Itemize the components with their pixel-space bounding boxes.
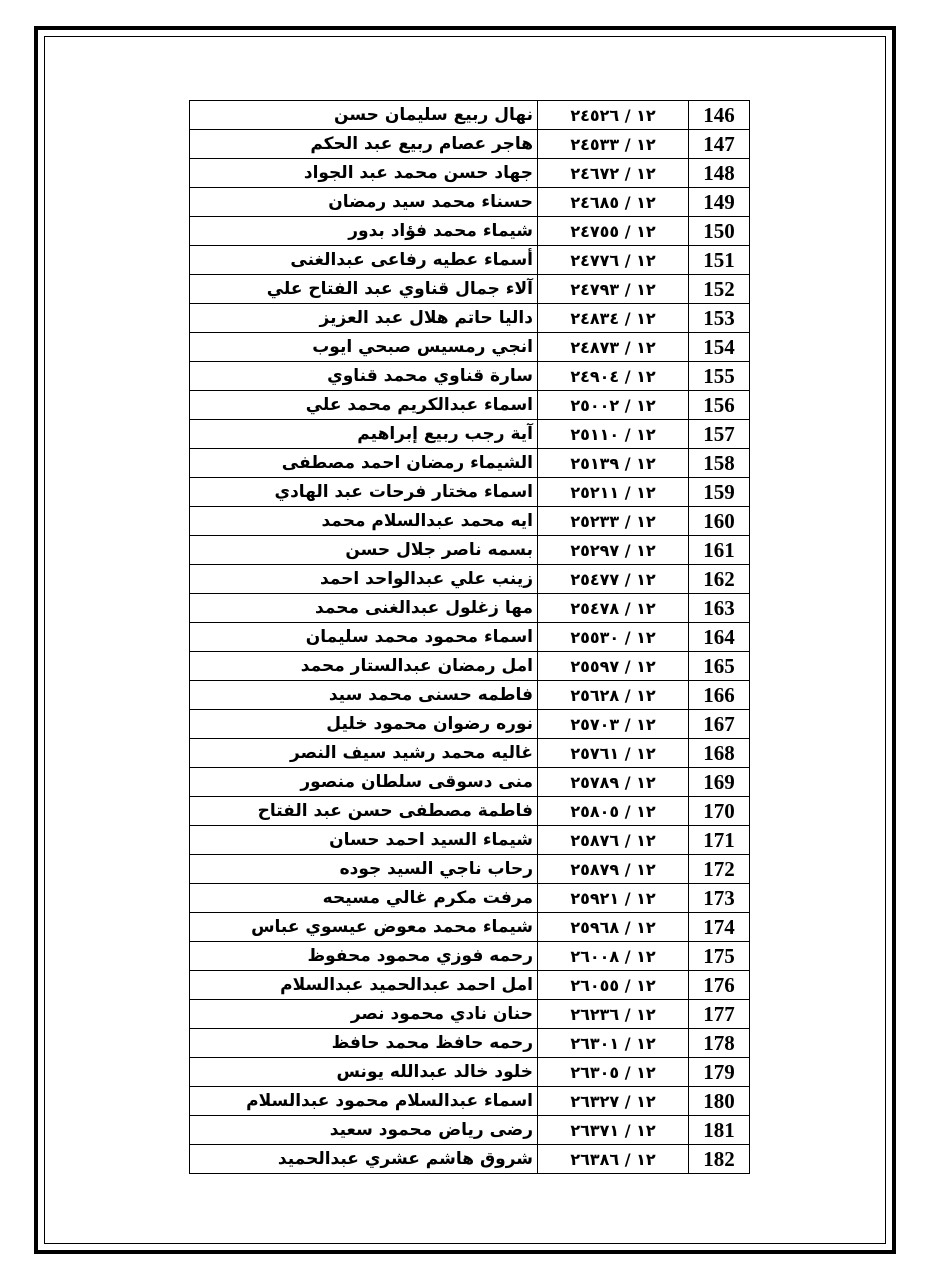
row-number-cell: 165 xyxy=(689,652,750,681)
name-cell: شيماء السيد احمد حسان xyxy=(190,826,538,855)
name-cell: شيماء محمد فؤاد بدور xyxy=(190,217,538,246)
code-cell: ١٢ / ٢٥٨٠٥ xyxy=(538,797,689,826)
row-number-cell: 175 xyxy=(689,942,750,971)
row-number-cell: 171 xyxy=(689,826,750,855)
table-row xyxy=(190,826,750,855)
table-row xyxy=(190,797,750,826)
code-cell: ١٢ / ٢٤٩٠٤ xyxy=(538,362,689,391)
row-number-cell: 181 xyxy=(689,1116,750,1145)
code-cell: ١٢ / ٢٤٧٩٣ xyxy=(538,275,689,304)
table-row xyxy=(190,478,750,507)
row-number-cell: 156 xyxy=(689,391,750,420)
row-number-cell: 169 xyxy=(689,768,750,797)
table-row xyxy=(190,971,750,1000)
row-number-cell: 146 xyxy=(689,101,750,130)
code-cell: ١٢ / ٢٦٣٢٧ xyxy=(538,1087,689,1116)
name-cell: مرفت مكرم غالي مسيحه xyxy=(190,884,538,913)
table-row xyxy=(190,913,750,942)
code-cell: ١٢ / ٢٥١١٠ xyxy=(538,420,689,449)
code-cell: ١٢ / ٢٦٣٧١ xyxy=(538,1116,689,1145)
table-row xyxy=(190,623,750,652)
name-cell: زينب علي عبدالواحد احمد xyxy=(190,565,538,594)
code-cell: ١٢ / ٢٥٢٩٧ xyxy=(538,536,689,565)
row-number-cell: 178 xyxy=(689,1029,750,1058)
name-cell: اسماء عبدالسلام محمود عبدالسلام xyxy=(190,1087,538,1116)
code-cell: ١٢ / ٢٥٤٧٧ xyxy=(538,565,689,594)
table-row xyxy=(190,1000,750,1029)
name-cell: شيماء محمد معوض عيسوي عباس xyxy=(190,913,538,942)
code-cell: ١٢ / ٢٥١٣٩ xyxy=(538,449,689,478)
code-cell: ١٢ / ٢٥٢٣٣ xyxy=(538,507,689,536)
name-cell: داليا حاتم هلال عبد العزيز xyxy=(190,304,538,333)
code-cell: ١٢ / ٢٥٧٦١ xyxy=(538,739,689,768)
name-cell: آلاء جمال قناوي عبد الفتاح علي xyxy=(190,275,538,304)
code-cell: ١٢ / ٢٥٧٨٩ xyxy=(538,768,689,797)
code-cell: ١٢ / ٢٥٦٢٨ xyxy=(538,681,689,710)
name-cell: آية رجب ربيع إبراهيم xyxy=(190,420,538,449)
row-number-cell: 182 xyxy=(689,1145,750,1174)
row-number-cell: 153 xyxy=(689,304,750,333)
code-cell: ١٢ / ٢٥٧٠٣ xyxy=(538,710,689,739)
table-row xyxy=(190,855,750,884)
table-row xyxy=(190,536,750,565)
row-number-cell: 176 xyxy=(689,971,750,1000)
row-number-cell: 150 xyxy=(689,217,750,246)
row-number-cell: 161 xyxy=(689,536,750,565)
row-number-cell: 148 xyxy=(689,159,750,188)
code-cell: ١٢ / ٢٥٥٣٠ xyxy=(538,623,689,652)
table-row xyxy=(190,275,750,304)
name-cell: مها زغلول عبدالغنى محمد xyxy=(190,594,538,623)
name-cell: منى دسوقى سلطان منصور xyxy=(190,768,538,797)
table-row xyxy=(190,884,750,913)
name-cell: نهال ربيع سليمان حسن xyxy=(190,101,538,130)
row-number-cell: 149 xyxy=(689,188,750,217)
table-row xyxy=(190,449,750,478)
name-cell: انجي رمسيس صبحي ايوب xyxy=(190,333,538,362)
table-row xyxy=(190,1087,750,1116)
name-cell: سارة قناوي محمد قناوي xyxy=(190,362,538,391)
row-number-cell: 170 xyxy=(689,797,750,826)
name-cell: رحمه حافظ محمد حافظ xyxy=(190,1029,538,1058)
table-row xyxy=(190,681,750,710)
row-number-cell: 179 xyxy=(689,1058,750,1087)
name-cell: الشيماء رمضان احمد مصطفى xyxy=(190,449,538,478)
name-cell: حنان نادي محمود نصر xyxy=(190,1000,538,1029)
name-cell: ايه محمد عبدالسلام محمد xyxy=(190,507,538,536)
row-number-cell: 172 xyxy=(689,855,750,884)
row-number-cell: 173 xyxy=(689,884,750,913)
table-row xyxy=(190,1116,750,1145)
row-number-cell: 163 xyxy=(689,594,750,623)
row-number-cell: 180 xyxy=(689,1087,750,1116)
table-row xyxy=(190,594,750,623)
row-number-cell: 158 xyxy=(689,449,750,478)
code-cell: ١٢ / ٢٦٣٠١ xyxy=(538,1029,689,1058)
code-cell: ١٢ / ٢٤٧٧٦ xyxy=(538,246,689,275)
code-cell: ١٢ / ٢٤٨٧٣ xyxy=(538,333,689,362)
name-cell: امل احمد عبدالحميد عبدالسلام xyxy=(190,971,538,1000)
name-cell: بسمه ناصر جلال حسن xyxy=(190,536,538,565)
table-row xyxy=(190,565,750,594)
code-cell: ١٢ / ٢٥٥٩٧ xyxy=(538,652,689,681)
name-cell: اسماء عبدالكريم محمد علي xyxy=(190,391,538,420)
row-number-cell: 177 xyxy=(689,1000,750,1029)
table-row xyxy=(190,391,750,420)
code-cell: ١٢ / ٢٥٠٠٢ xyxy=(538,391,689,420)
table-row xyxy=(190,217,750,246)
table-row xyxy=(190,130,750,159)
row-number-cell: 167 xyxy=(689,710,750,739)
code-cell: ١٢ / ٢٦٢٣٦ xyxy=(538,1000,689,1029)
name-cell: رحمه فوزي محمود محفوظ xyxy=(190,942,538,971)
code-cell: ١٢ / ٢٥٩٢١ xyxy=(538,884,689,913)
name-cell: أسماء عطيه رفاعى عبدالغنى xyxy=(190,246,538,275)
code-cell: ١٢ / ٢٤٦٧٢ xyxy=(538,159,689,188)
name-cell: شروق هاشم عشري عبدالحميد xyxy=(190,1145,538,1174)
table-row xyxy=(190,101,750,130)
row-number-cell: 147 xyxy=(689,130,750,159)
name-cell: حسناء محمد سيد رمضان xyxy=(190,188,538,217)
row-number-cell: 151 xyxy=(689,246,750,275)
row-number-cell: 154 xyxy=(689,333,750,362)
name-cell: رضى رياض محمود سعيد xyxy=(190,1116,538,1145)
code-cell: ١٢ / ٢٥٨٧٩ xyxy=(538,855,689,884)
table-row xyxy=(190,333,750,362)
table-row xyxy=(190,942,750,971)
name-cell: رحاب ناجي السيد جوده xyxy=(190,855,538,884)
row-number-cell: 168 xyxy=(689,739,750,768)
row-number-cell: 174 xyxy=(689,913,750,942)
code-cell: ١٢ / ٢٤٨٣٤ xyxy=(538,304,689,333)
code-cell: ١٢ / ٢٥٤٧٨ xyxy=(538,594,689,623)
code-cell: ١٢ / ٢٤٥٣٣ xyxy=(538,130,689,159)
table-row xyxy=(190,652,750,681)
table-row xyxy=(190,246,750,275)
row-number-cell: 157 xyxy=(689,420,750,449)
names-table xyxy=(189,100,750,1174)
row-number-cell: 164 xyxy=(689,623,750,652)
name-cell: نوره رضوان محمود خليل xyxy=(190,710,538,739)
name-cell: اسماء محمود محمد سليمان xyxy=(190,623,538,652)
code-cell: ١٢ / ٢٥٩٦٨ xyxy=(538,913,689,942)
code-cell: ١٢ / ٢٤٥٢٦ xyxy=(538,101,689,130)
name-cell: هاجر عصام ربيع عبد الحكم xyxy=(190,130,538,159)
name-cell: امل رمضان عبدالستار محمد xyxy=(190,652,538,681)
table-row xyxy=(190,304,750,333)
table-row xyxy=(190,739,750,768)
code-cell: ١٢ / ٢٤٦٨٥ xyxy=(538,188,689,217)
code-cell: ١٢ / ٢٤٧٥٥ xyxy=(538,217,689,246)
name-cell: غاليه محمد رشيد سيف النصر xyxy=(190,739,538,768)
code-cell: ١٢ / ٢٦٠٥٥ xyxy=(538,971,689,1000)
name-cell: اسماء مختار فرحات عبد الهادي xyxy=(190,478,538,507)
table-row xyxy=(190,507,750,536)
table-row xyxy=(190,1058,750,1087)
name-cell: جهاد حسن محمد عبد الجواد xyxy=(190,159,538,188)
code-cell: ١٢ / ٢٥٢١١ xyxy=(538,478,689,507)
table-row xyxy=(190,159,750,188)
table-row xyxy=(190,362,750,391)
code-cell: ١٢ / ٢٥٨٧٦ xyxy=(538,826,689,855)
row-number-cell: 155 xyxy=(689,362,750,391)
name-cell: خلود خالد عبدالله يونس xyxy=(190,1058,538,1087)
row-number-cell: 152 xyxy=(689,275,750,304)
table-row xyxy=(190,768,750,797)
name-cell: فاطمه حسنى محمد سيد xyxy=(190,681,538,710)
table-row xyxy=(190,1029,750,1058)
row-number-cell: 160 xyxy=(689,507,750,536)
row-number-cell: 162 xyxy=(689,565,750,594)
table-row xyxy=(190,1145,750,1174)
row-number-cell: 166 xyxy=(689,681,750,710)
table-row xyxy=(190,188,750,217)
name-cell: فاطمة مصطفى حسن عبد الفتاح xyxy=(190,797,538,826)
table-row xyxy=(190,710,750,739)
row-number-cell: 159 xyxy=(689,478,750,507)
code-cell: ١٢ / ٢٦٣٨٦ xyxy=(538,1145,689,1174)
code-cell: ١٢ / ٢٦٣٠٥ xyxy=(538,1058,689,1087)
code-cell: ١٢ / ٢٦٠٠٨ xyxy=(538,942,689,971)
table-row xyxy=(190,420,750,449)
names-table-body xyxy=(190,101,750,1174)
